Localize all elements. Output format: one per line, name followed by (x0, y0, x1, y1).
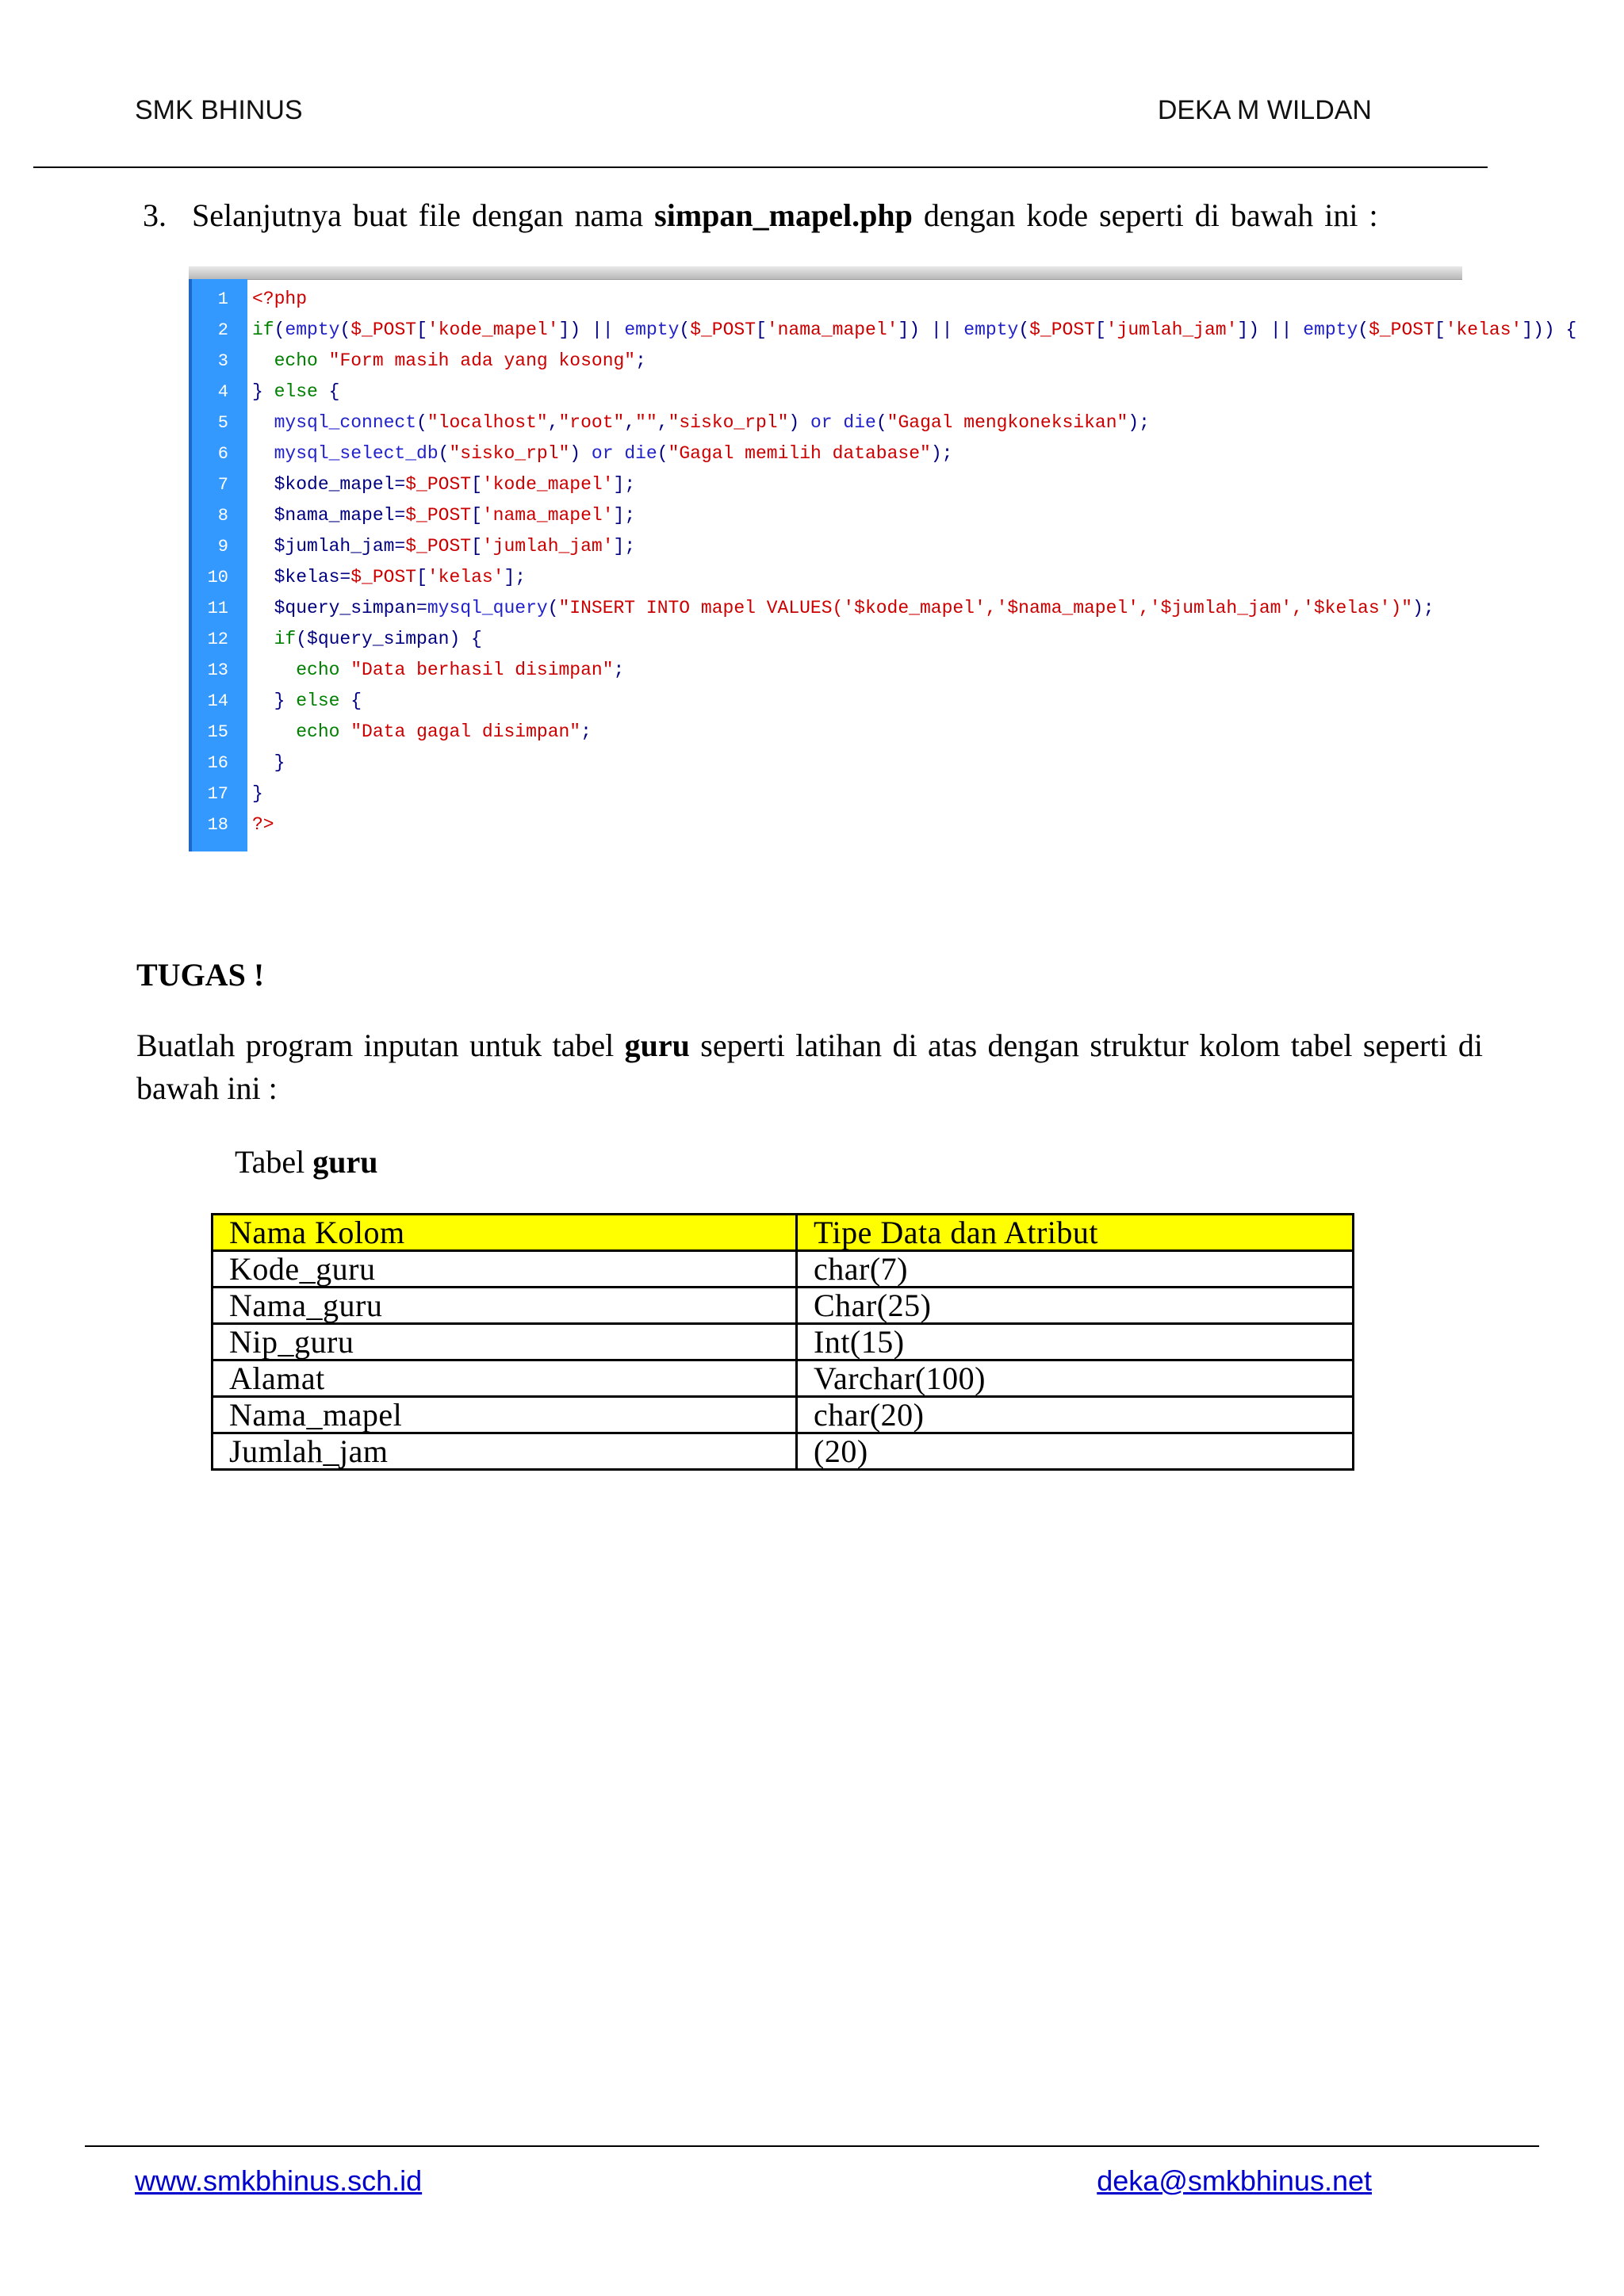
step-text-after: dengan kode seperti di bawah ini : (912, 197, 1378, 233)
code-line (189, 686, 1462, 717)
footer-website-link[interactable]: www.smkbhinus.sch.id (135, 2164, 423, 2197)
table-cell: char(7) (797, 1251, 1354, 1288)
code-text: $kelas=$_POST['kelas']; (252, 567, 527, 587)
table-cell: Alamat (213, 1360, 797, 1397)
table-row (213, 1251, 1354, 1288)
code-text: echo "Data berhasil disimpan"; (296, 660, 625, 680)
line-number: 12 (207, 629, 228, 649)
line-number: 18 (207, 815, 228, 835)
code-text: $query_simpan=mysql_query("INSERT INTO mapel VALUES('$kode_mapel','$nama_mapel','$jumlah_jam','$kelas')"); (252, 598, 1434, 618)
step-filename: simpan_mapel.php (654, 197, 913, 233)
table-caption-name: guru (312, 1144, 378, 1180)
table-caption (235, 1143, 378, 1181)
instruction-paragraph (136, 1024, 1483, 1110)
code-line (189, 717, 1462, 748)
code-lines (189, 284, 1577, 840)
table-cell: Int(15) (797, 1324, 1354, 1360)
line-number: 2 (217, 320, 228, 340)
code-line (189, 562, 1462, 593)
line-number: 3 (217, 351, 228, 371)
table-cell: Nama_guru (213, 1288, 797, 1324)
code-line (189, 809, 1462, 840)
table-cell: char(20) (797, 1397, 1354, 1433)
code-text: $jumlah_jam=$_POST['jumlah_jam']; (252, 536, 636, 557)
table-cell: Nama_mapel (213, 1397, 797, 1433)
code-text: mysql_select_db("sisko_rpl") or die("Gagal memilih database"); (274, 443, 953, 464)
header-author: DEKA M WILDAN (1157, 95, 1372, 125)
line-number: 17 (207, 784, 228, 804)
code-line (189, 408, 1462, 438)
code-text: echo "Form masih ada yang kosong"; (274, 350, 646, 371)
code-line (189, 593, 1462, 624)
code-line (189, 377, 1462, 408)
code-line (189, 438, 1462, 469)
code-text: $kode_mapel=$_POST['kode_mapel']; (252, 474, 636, 495)
table-caption-prefix: Tabel (235, 1144, 313, 1180)
line-number: 4 (217, 382, 228, 402)
code-text: ?> (252, 814, 274, 835)
code-text: } (252, 752, 285, 773)
code-text: <?php (252, 289, 308, 309)
line-number: 7 (217, 475, 228, 495)
table-row (213, 1360, 1354, 1397)
code-text: if(empty($_POST['kode_mapel']) || empty($_POST['nama_mapel']) || empty($_POST['jumlah_jam']) || empty($_POST['kelas'])) { (252, 320, 1577, 340)
code-line (189, 779, 1462, 809)
step-text-before: Selanjutnya buat file dengan nama (192, 197, 655, 233)
step-number: 3. (143, 197, 167, 233)
line-number: 14 (207, 691, 228, 711)
line-number: 10 (207, 568, 228, 587)
code-text: echo "Data gagal disimpan"; (296, 721, 592, 742)
table-cell: Varchar(100) (797, 1360, 1354, 1397)
table-row (213, 1433, 1354, 1470)
editor-toolbar (189, 266, 1462, 280)
table-cell: Kode_guru (213, 1251, 797, 1288)
line-number: 13 (207, 660, 228, 680)
code-screenshot (189, 266, 1577, 851)
line-number: 16 (207, 753, 228, 773)
line-number: 9 (217, 537, 228, 557)
code-line (189, 284, 1462, 315)
code-text: mysql_connect("localhost","root","","sisko_rpl") or die("Gagal mengkoneksikan"); (274, 412, 1150, 433)
table-header-row (213, 1215, 1354, 1251)
table-row (213, 1397, 1354, 1433)
code-line (189, 531, 1462, 562)
code-line (189, 624, 1462, 655)
table-header-cell: Nama Kolom (213, 1215, 797, 1251)
line-number: 11 (207, 599, 228, 618)
code-line (189, 346, 1462, 377)
code-line (189, 315, 1577, 346)
table-cell: Char(25) (797, 1288, 1354, 1324)
table-row (213, 1324, 1354, 1360)
code-text: } else { (252, 691, 362, 711)
header-school: SMK BHINUS (135, 95, 303, 125)
header-rule (33, 166, 1488, 168)
footer-rule (85, 2145, 1539, 2147)
table-cell: Jumlah_jam (213, 1433, 797, 1470)
table-header-cell: Tipe Data dan Atribut (797, 1215, 1354, 1251)
code-line (189, 500, 1462, 531)
tugas-heading: TUGAS ! (136, 957, 265, 993)
instruction-bold: guru (624, 1027, 690, 1063)
instruction-before: Buatlah program inputan untuk tabel (136, 1027, 625, 1063)
code-text: } (252, 783, 263, 804)
code-text: } else { (252, 381, 340, 402)
code-line (189, 469, 1462, 500)
line-number: 15 (207, 722, 228, 742)
code-line (189, 748, 1462, 779)
code-text: if($query_simpan) { (274, 629, 482, 649)
code-text: $nama_mapel=$_POST['nama_mapel']; (252, 505, 636, 526)
step-3-paragraph (143, 197, 1378, 234)
line-number: 5 (217, 413, 228, 433)
instruction-after: seperti latihan di atas dengan struktur kolom tabel seperti di bawah ini : (136, 1027, 1484, 1106)
line-number: 8 (217, 506, 228, 526)
line-number: 1 (217, 289, 228, 309)
line-number: 6 (217, 444, 228, 464)
guru-structure-table (211, 1213, 1354, 1471)
table-cell: (20) (797, 1433, 1354, 1470)
table-cell: Nip_guru (213, 1324, 797, 1360)
table-row (213, 1288, 1354, 1324)
code-line (189, 655, 1462, 686)
footer-email-link[interactable]: deka@smkbhinus.net (1097, 2164, 1372, 2197)
